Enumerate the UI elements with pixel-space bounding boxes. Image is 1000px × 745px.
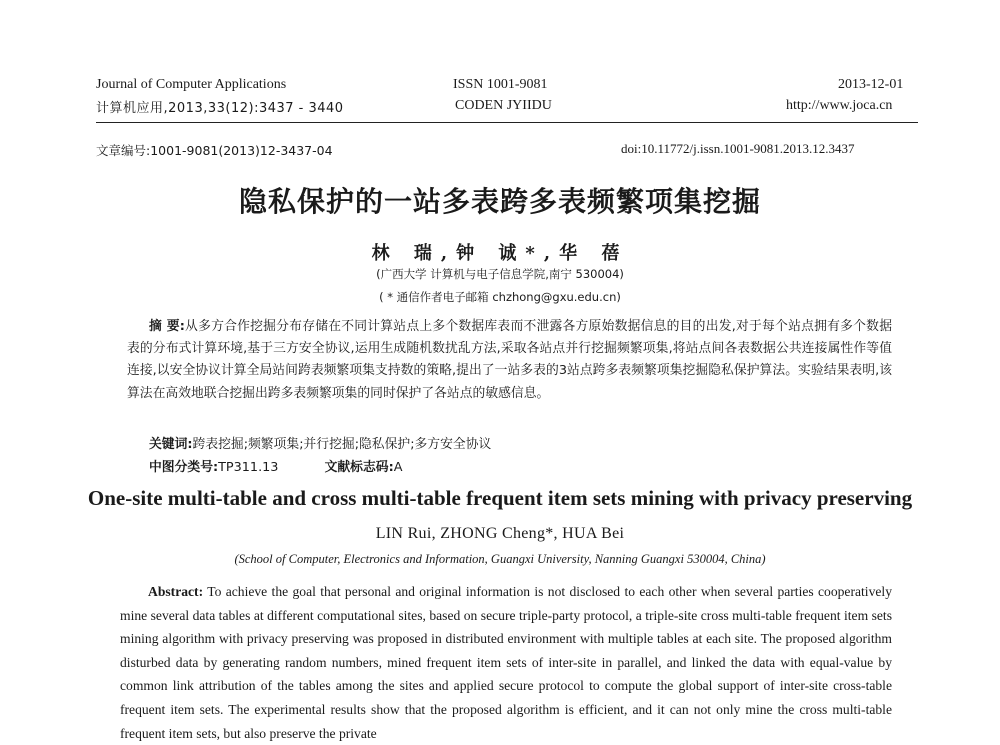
clc-label: 中图分类号:	[149, 460, 219, 475]
authors-cn: 林 瑞,钟 诚*,华 蓓	[371, 243, 629, 264]
publication-date: 2013-12-01	[838, 77, 904, 92]
affiliation-cn: (广西大学 计算机与电子信息学院,南宁 530004)	[376, 267, 624, 281]
title-cn: 隐私保护的一站多表跨多表频繁项集挖掘	[238, 185, 761, 218]
coden: CODEN JYIIDU	[455, 98, 552, 113]
keywords-text-cn: 跨表挖掘;频繁项集;并行挖掘;隐私保护;多方安全协议	[192, 437, 492, 452]
classification-line	[149, 456, 402, 475]
authors-en: LIN Rui, ZHONG Cheng*, HUA Bei	[375, 525, 625, 542]
abstract-cn	[127, 316, 892, 405]
doi: doi:10.11772/j.issn.1001-9081.2013.12.3437	[621, 141, 855, 156]
abstract-label-en: Abstract:	[148, 584, 204, 599]
issn: ISSN 1001-9081	[453, 77, 548, 92]
abstract-en	[120, 580, 892, 745]
journal-citation-cn: 计算机应用,2013,33(12):3437 - 3440	[96, 101, 344, 116]
title-en: One-site multi-table and cross multi-table frequent item sets mining with privacy preserving	[87, 486, 913, 510]
clc-value: TP311.13	[218, 460, 279, 475]
affiliation-en: (School of Computer, Electronics and Information, Guangxi University, Nanning Guangxi 530004, China)	[234, 552, 766, 566]
journal-url: http://www.joca.cn	[786, 98, 893, 113]
article-number: 文章编号:1001-9081(2013)12-3437-04	[96, 143, 333, 158]
abstract-label-cn: 摘 要:	[149, 319, 185, 334]
doc-code-value: A	[393, 460, 403, 475]
journal-name-en: Journal of Computer Applications	[96, 77, 287, 92]
keywords-label-cn: 关键词:	[149, 437, 193, 452]
abstract-text-en: To achieve the goal that personal and original information is not disclosed to each other when several parties cooperatively mine several data tables at different computational sites, based on secure triple-party protocol, a triple-site cross multi-table frequent item sets mining algorithm with privacy preserving was proposed in distributed environment with multiple tables at each site. The proposed algorithm disturbed data by generating random numbers, mined frequent item sets of inter-site in parallel, and linked the data with equal-value by common link attribution of the tables among the sites and applied secure protocol to compute the global support of inter-site cross-table frequent item sets. The experimental results show that the proposed algorithm is efficient, and it can not only mine the cross multi-table frequent item sets, but also preserve the private	[120, 584, 892, 741]
abstract-text-cn: 从多方合作挖掘分布存储在不同计算站点上多个数据库表而不泄露各方原始数据信息的目的出发,对于每个站点拥有多个数据表的分布式计算环境,基于三方安全协议,运用生成随机数扰乱方法,采取各站点并行挖掘频繁项集,将站点间各表数据公共连接属性作等值连接,以安全协议计算全局站间跨表频繁项集支持数的策略,提出了一站多表的3站点跨多表频繁项集挖掘隐私保护算法。实验结果表明,该算法在高效地联合挖掘出跨多表频繁项集的同时保护了各站点的敏感信息。	[127, 319, 892, 401]
corresponding-author-cn: ( * 通信作者电子邮箱 chzhong@gxu.edu.cn)	[379, 290, 621, 304]
header-rule	[96, 122, 918, 123]
doc-code-label: 文献标志码:	[324, 460, 394, 475]
keywords-cn	[149, 433, 491, 452]
